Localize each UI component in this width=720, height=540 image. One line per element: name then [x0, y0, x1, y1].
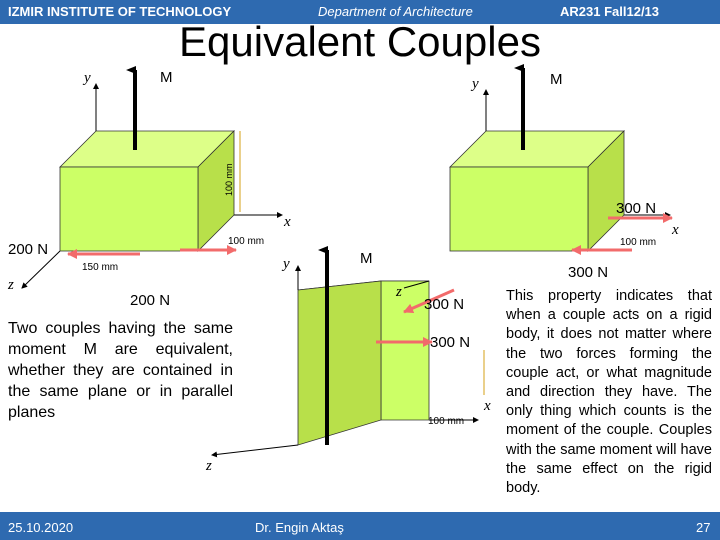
- term-label: Fall12/13: [604, 4, 660, 19]
- bottom-dim: 100 mm: [428, 416, 465, 427]
- institution-name: IZMIR INSTITUTE OF TECHNOLOGY: [8, 4, 232, 19]
- bottom-z-label: z: [206, 458, 212, 474]
- left-height-dim: 100 mm: [224, 163, 234, 196]
- course-code: AR231: [560, 4, 601, 19]
- right-cube-front: [450, 167, 588, 251]
- left-z-label: z: [8, 277, 14, 293]
- left-paragraph: Two couples having the same moment M are equivalent, whether they are contained in the same plane or in parallel planes: [8, 320, 233, 421]
- bottom-cube-side: [298, 281, 381, 445]
- right-force-label-1: 300 N: [616, 200, 657, 217]
- left-x-label: x: [284, 214, 291, 230]
- bottom-cube: [298, 281, 429, 445]
- bottom-y-label: y: [283, 256, 290, 272]
- left-moment-label: M: [160, 69, 173, 86]
- left-width-dim: 100 mm: [228, 236, 265, 247]
- right-moment-label: M: [550, 71, 563, 88]
- right-x-label: x: [672, 222, 679, 238]
- left-force-label-2: 200 N: [130, 292, 171, 309]
- bottom-cube-front: [381, 281, 429, 420]
- left-cube-front: [60, 167, 198, 251]
- left-depth-dim: 150 mm: [82, 262, 119, 273]
- footer-date: 25.10.2020: [8, 520, 74, 535]
- bottom-x-label: x: [484, 398, 491, 414]
- footer-bar: [0, 512, 720, 540]
- department-name: Department of Architecture: [318, 4, 473, 19]
- slide-title: Equivalent Couples: [179, 18, 541, 65]
- footer-author: Dr. Engin Aktaş: [255, 520, 344, 535]
- right-width-dim: 100 mm: [620, 237, 657, 248]
- bottom-z-label-top: z: [396, 284, 402, 300]
- left-y-label: y: [84, 70, 91, 86]
- right-force-label-2: 300 N: [568, 264, 609, 281]
- page-number: 27: [696, 520, 711, 535]
- right-y-label: y: [472, 76, 479, 92]
- bottom-moment-label: M: [360, 250, 373, 267]
- left-force-label-1: 200 N: [8, 241, 49, 258]
- bottom-force-label-2: 300 N: [430, 334, 471, 351]
- bottom-force-label-1: 300 N: [424, 296, 465, 313]
- bottom-z-axis: [212, 445, 298, 455]
- right-cube: [450, 131, 624, 251]
- left-cube: [60, 131, 234, 251]
- right-paragraph: This property indicates that when a couple acts on a rigid body, it does not matter where the two forces forming the couple act, or what magnitude and direction they have. The only thing which counts is the moment of the couple. Couples with the same moment will have the same effect on the rigid body.: [506, 288, 712, 497]
